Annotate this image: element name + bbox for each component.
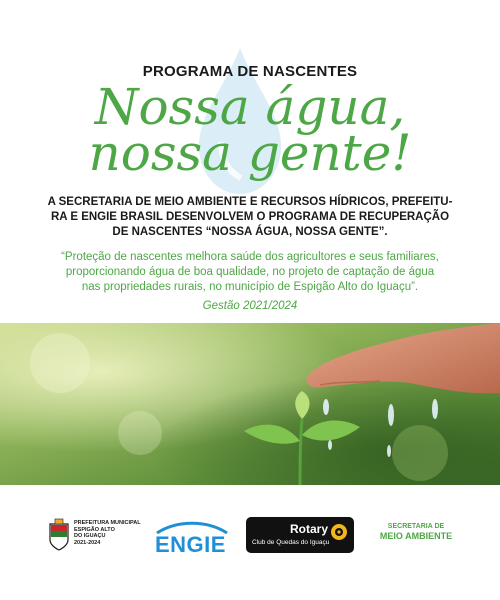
quote-line-3: nas propriedades rurais, no município de Espigão Alto do Iguaçu”. [81,281,419,293]
gestao-label: Gestão 2021/2024 [202,300,298,312]
quote [40,250,460,295]
rotary-club-name: Club de Quedas do Iguaçu [252,539,330,546]
headline-line-1: A SECRETARIA DE MEIO AMBIENTE E RECURSOS HÍDRICOS, PREFEITU- [47,196,453,208]
engie-logo [153,520,231,557]
quote-line-2: proporcionando água de boa qualidade, no projeto de captação de água [65,266,435,278]
headline [40,195,460,240]
engie-wordmark: ENGIE [155,532,226,557]
secretaria-line-2: MEIO AMBIENTE [379,531,453,541]
title-line-1: Nossa água, [94,78,406,136]
program-kicker: PROGRAMA DE NASCENTES [142,63,358,80]
rotary-wordmark: Rotary [290,522,329,536]
headline-emphasis: “NOSSA ÁGUA, NOSSA GENTE”. [205,226,388,238]
headline-line-2: RA E ENGIE BRASIL DESENVOLVEM O PROGRAMA DE RECUPERAÇÃO [50,211,450,223]
secretaria-line-1: SECRETARIA DE [387,523,445,530]
sponsor-logos [0,510,500,560]
secretaria-logo [366,522,466,542]
prefeitura-logo [48,518,143,554]
headline-line-3 [40,225,460,240]
headline-line-3-prefix: DE NASCENTES [112,226,206,238]
hero-photo [0,323,500,485]
seedling-water-illustration [0,323,500,485]
title-line-2: nossa gente! [88,124,412,182]
municipal-coat-of-arms-icon [48,518,70,552]
prefeitura-text: PREFEITURA MUNICIPAL ESPIGÃO ALTO DO IGUAÇU 2021-2024 [74,520,141,546]
rotary-wheel-icon [330,523,348,541]
rotary-logo [246,517,354,553]
quote-line-1: “Proteção de nascentes melhora saúde dos agricultores e seus familiares, [61,251,439,263]
